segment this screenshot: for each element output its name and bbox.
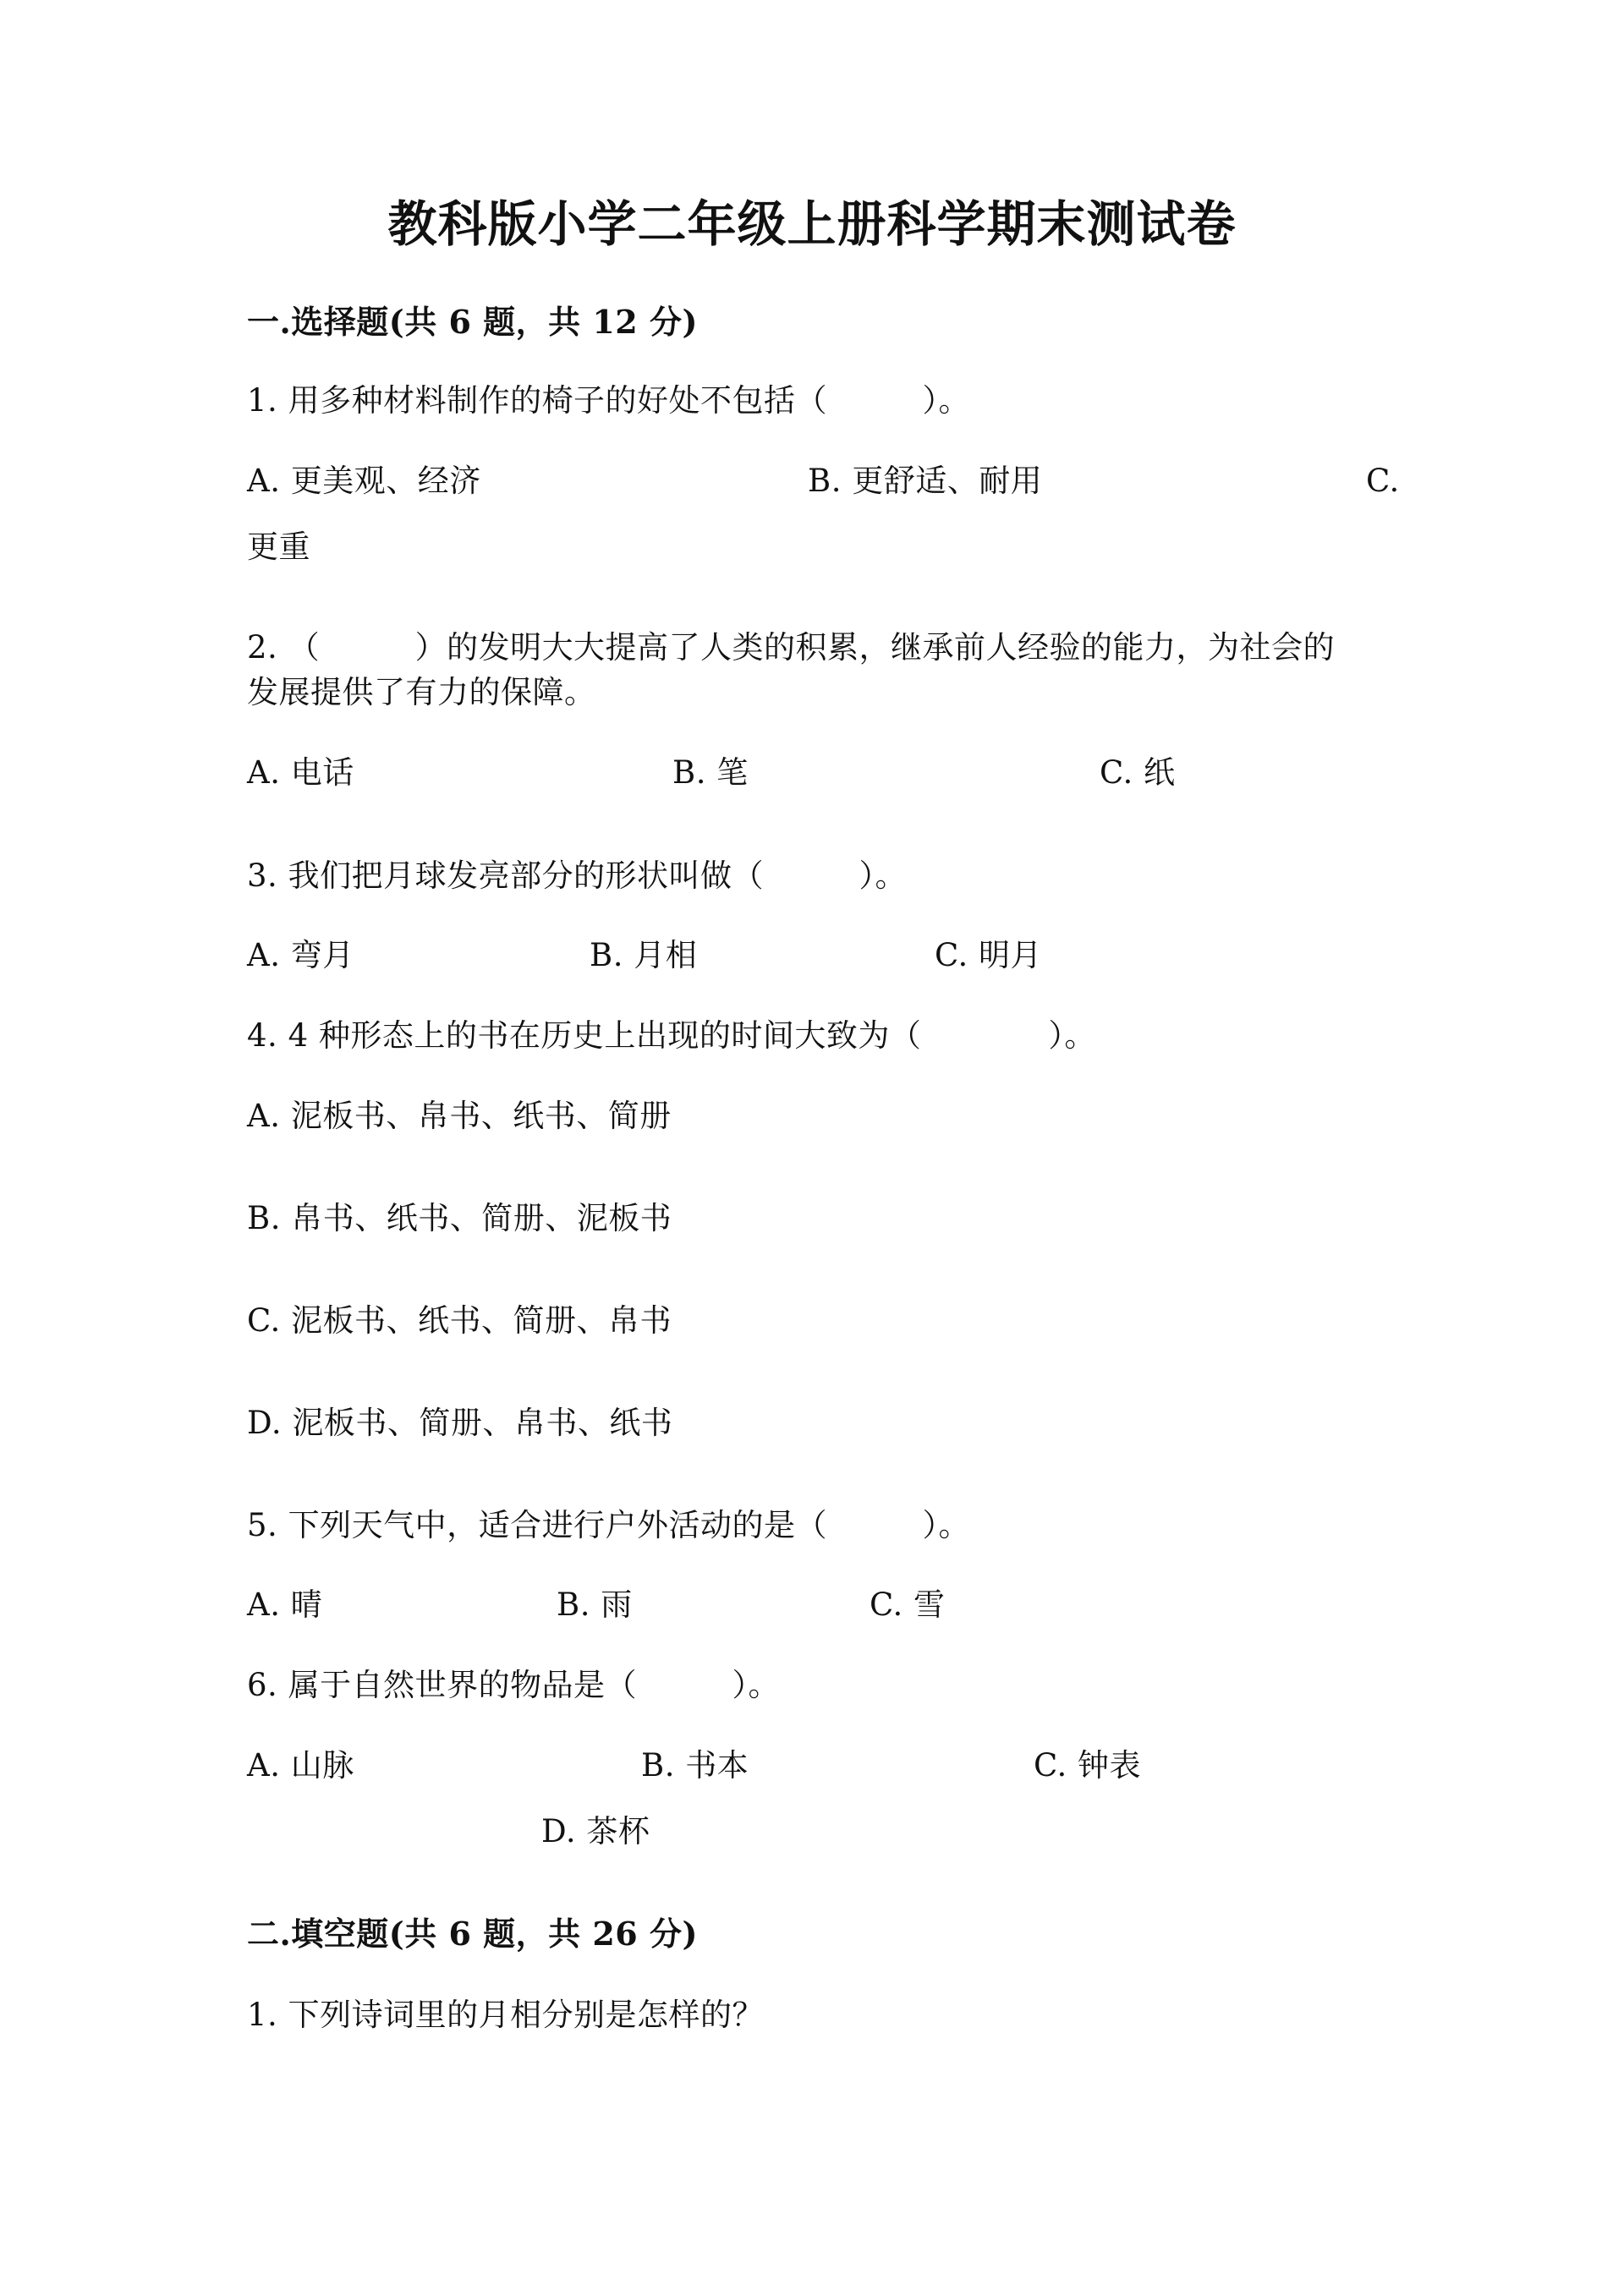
question-3-option-b: B. 月相 (590, 937, 698, 973)
question-6-option-a: A. 山脉 (247, 1747, 354, 1784)
question-4-option-d: D. 泥板书、简册、帛书、纸书 (247, 1405, 673, 1441)
question-1-option-b: B. 更舒适、耐用 (808, 463, 1043, 499)
question-3-option-a: A. 弯月 (247, 937, 354, 973)
question-2-stem-line2: 发展提供了有力的保障。 (247, 674, 596, 710)
question-2-stem-line1: 2. （ ）的发明大大提高了人类的积累，继承前人经验的能力，为社会的 (247, 629, 1336, 666)
section-heading-fill-blank: 二.填空题(共 6 题，共 26 分) (247, 1915, 698, 1953)
question-4-option-b: B. 帛书、纸书、简册、泥板书 (247, 1200, 672, 1236)
question-5-stem: 5. 下列天气中，适合进行户外活动的是（ ）。 (247, 1507, 971, 1543)
question-4-option-a: A. 泥板书、帛书、纸书、简册 (247, 1098, 672, 1134)
question-4-option-c: C. 泥板书、纸书、简册、帛书 (247, 1302, 672, 1339)
question-2-option-c: C. 纸 (1100, 754, 1176, 791)
question-4-stem: 4. 4 种形态上的书在历史上出现的时间大致为（ ）。 (247, 1017, 1096, 1054)
question-3-stem: 3. 我们把月球发亮部分的形状叫做（ ）。 (247, 858, 908, 894)
question-1-option-c-text: 更重 (247, 529, 310, 565)
question-6-stem: 6. 属于自然世界的物品是（ ）。 (247, 1667, 781, 1703)
question-5-option-b: B. 雨 (557, 1586, 633, 1623)
question-6-option-b: B. 书本 (641, 1747, 749, 1784)
page-title: 教科版小学二年级上册科学期末测试卷 (387, 195, 1237, 253)
question-6-option-c: C. 钟表 (1034, 1747, 1142, 1784)
question-6-option-d: D. 茶杯 (541, 1813, 650, 1849)
question-1-option-a: A. 更美观、经济 (247, 463, 481, 499)
question-2-option-a: A. 电话 (247, 754, 354, 791)
fill-question-1-stem: 1. 下列诗词里的月相分别是怎样的？ (247, 1997, 765, 2033)
question-5-option-a: A. 晴 (247, 1586, 323, 1623)
question-1-option-c-label: C. (1366, 463, 1400, 499)
question-5-option-c: C. 雪 (870, 1586, 946, 1623)
section-heading-choice: 一.选择题(共 6 题，共 12 分) (247, 303, 698, 341)
question-1-stem: 1. 用多种材料制作的椅子的好处不包括（ ）。 (247, 382, 971, 419)
question-3-option-c: C. 明月 (935, 937, 1043, 973)
question-2-option-b: B. 笔 (672, 754, 749, 791)
